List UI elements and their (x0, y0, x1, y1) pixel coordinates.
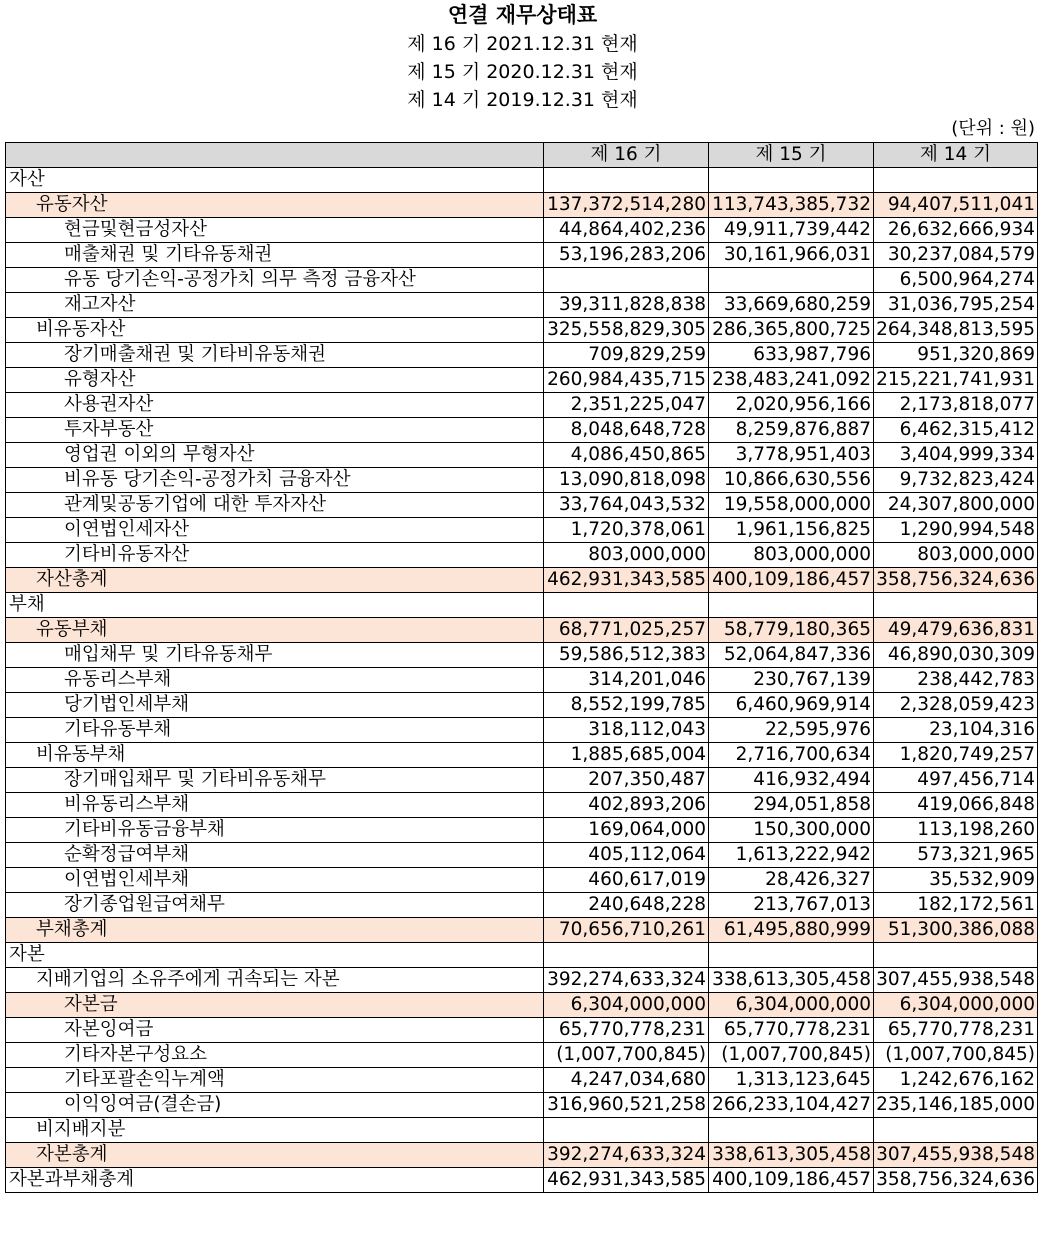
row-label: 자본총계 (6, 1143, 544, 1168)
row-value-16: 1,885,685,004 (544, 743, 709, 768)
row-value-16: 68,771,025,257 (544, 618, 709, 643)
row-value-14: 419,066,848 (874, 793, 1038, 818)
row-value-15: 33,669,680,259 (709, 293, 874, 318)
row-value-14: 1,242,676,162 (874, 1068, 1038, 1093)
row-value-15: 633,987,796 (709, 343, 874, 368)
row-value-15: 65,770,778,231 (709, 1018, 874, 1043)
row-value-14: 307,455,938,548 (874, 968, 1038, 993)
row-label: 자본금 (6, 993, 544, 1018)
row-value-16: 4,086,450,865 (544, 443, 709, 468)
table-row (6, 768, 1038, 793)
row-value-16: 8,048,648,728 (544, 418, 709, 443)
table-row (6, 743, 1038, 768)
row-label: 영업권 이외의 무형자산 (6, 443, 544, 468)
row-value-14: 65,770,778,231 (874, 1018, 1038, 1043)
table-row (6, 993, 1038, 1018)
table-row (6, 843, 1038, 868)
row-value-14: 803,000,000 (874, 543, 1038, 568)
table-row (6, 493, 1038, 518)
row-value-16: 44,864,402,236 (544, 218, 709, 243)
table-row (6, 368, 1038, 393)
row-value-16: 316,960,521,258 (544, 1093, 709, 1118)
period-line-15: 제 15 기 2020.12.31 현재 (407, 61, 638, 83)
row-value-14: 9,732,823,424 (874, 468, 1038, 493)
row-value-15: 1,613,222,942 (709, 843, 874, 868)
table-row (6, 718, 1038, 743)
row-value-16: 325,558,829,305 (544, 318, 709, 343)
row-value-15: 30,161,966,031 (709, 243, 874, 268)
table-row (6, 168, 1038, 193)
row-value-16 (544, 943, 709, 968)
row-value-14: 6,500,964,274 (874, 268, 1038, 293)
row-label: 투자부동산 (6, 418, 544, 443)
row-value-16: 53,196,283,206 (544, 243, 709, 268)
row-value-14: 23,104,316 (874, 718, 1038, 743)
balance-sheet-table (5, 142, 1038, 1193)
row-value-14: 2,328,059,423 (874, 693, 1038, 718)
table-row (6, 543, 1038, 568)
row-label: 이연법인세자산 (6, 518, 544, 543)
row-value-14: 94,407,511,041 (874, 193, 1038, 218)
row-label: 유동자산 (6, 193, 544, 218)
row-value-14: (1,007,700,845) (874, 1043, 1038, 1068)
row-value-16: 2,351,225,047 (544, 393, 709, 418)
table-row (6, 193, 1038, 218)
table-row (6, 868, 1038, 893)
row-value-14: 235,146,185,000 (874, 1093, 1038, 1118)
table-row (6, 668, 1038, 693)
row-value-16 (544, 268, 709, 293)
row-value-14: 35,532,909 (874, 868, 1038, 893)
row-value-16: 4,247,034,680 (544, 1068, 709, 1093)
row-value-14: 49,479,636,831 (874, 618, 1038, 643)
row-value-14: 215,221,741,931 (874, 368, 1038, 393)
row-value-15: 803,000,000 (709, 543, 874, 568)
row-label: 사용권자산 (6, 393, 544, 418)
row-value-16: 59,586,512,383 (544, 643, 709, 668)
table-body (6, 168, 1038, 1193)
table-row (6, 1068, 1038, 1093)
row-value-15: 6,304,000,000 (709, 993, 874, 1018)
row-value-15: 52,064,847,336 (709, 643, 874, 668)
row-value-15 (709, 168, 874, 193)
row-value-15: 2,020,956,166 (709, 393, 874, 418)
table-row (6, 268, 1038, 293)
row-value-14: 26,632,666,934 (874, 218, 1038, 243)
row-value-16: 402,893,206 (544, 793, 709, 818)
row-value-15: 400,109,186,457 (709, 568, 874, 593)
table-row (6, 918, 1038, 943)
report-title: 연결 재무상태표 (447, 3, 598, 27)
row-value-15: 294,051,858 (709, 793, 874, 818)
row-label: 재고자산 (6, 293, 544, 318)
row-label: 자본잉여금 (6, 1018, 544, 1043)
row-value-16: (1,007,700,845) (544, 1043, 709, 1068)
table-row (6, 318, 1038, 343)
table-row (6, 1143, 1038, 1168)
row-value-14: 1,820,749,257 (874, 743, 1038, 768)
row-value-14: 497,456,714 (874, 768, 1038, 793)
row-value-16: 803,000,000 (544, 543, 709, 568)
row-value-16: 169,064,000 (544, 818, 709, 843)
row-value-15: 49,911,739,442 (709, 218, 874, 243)
row-value-14 (874, 1118, 1038, 1143)
row-label: 순확정급여부채 (6, 843, 544, 868)
row-value-16: 13,090,818,098 (544, 468, 709, 493)
period-line-16: 제 16 기 2021.12.31 현재 (407, 33, 638, 55)
row-value-15 (709, 593, 874, 618)
row-value-15: 10,866,630,556 (709, 468, 874, 493)
row-value-14: 6,462,315,412 (874, 418, 1038, 443)
row-value-14: 951,320,869 (874, 343, 1038, 368)
table-row (6, 443, 1038, 468)
row-value-16: 462,931,343,585 (544, 568, 709, 593)
table-row (6, 1018, 1038, 1043)
table-row (6, 943, 1038, 968)
row-label: 이익잉여금(결손금) (6, 1093, 544, 1118)
row-value-15: 3,778,951,403 (709, 443, 874, 468)
row-value-16: 240,648,228 (544, 893, 709, 918)
row-value-15: 400,109,186,457 (709, 1168, 874, 1193)
row-value-16: 392,274,633,324 (544, 968, 709, 993)
row-value-15: (1,007,700,845) (709, 1043, 874, 1068)
row-value-16: 6,304,000,000 (544, 993, 709, 1018)
row-label: 장기종업원급여채무 (6, 893, 544, 918)
row-value-14: 2,173,818,077 (874, 393, 1038, 418)
table-row (6, 968, 1038, 993)
table-row (6, 243, 1038, 268)
row-value-15: 230,767,139 (709, 668, 874, 693)
row-label: 자본 (6, 943, 544, 968)
row-value-14: 24,307,800,000 (874, 493, 1038, 518)
row-value-16: 39,311,828,838 (544, 293, 709, 318)
row-label: 기타자본구성요소 (6, 1043, 544, 1068)
row-label: 이연법인세부채 (6, 868, 544, 893)
row-value-15: 238,483,241,092 (709, 368, 874, 393)
table-row (6, 793, 1038, 818)
table-row (6, 1093, 1038, 1118)
period-line-14: 제 14 기 2019.12.31 현재 (407, 89, 638, 111)
row-value-16: 70,656,710,261 (544, 918, 709, 943)
row-label: 부채 (6, 593, 544, 618)
row-value-14: 307,455,938,548 (874, 1143, 1038, 1168)
row-value-14: 30,237,084,579 (874, 243, 1038, 268)
row-value-15: 416,932,494 (709, 768, 874, 793)
row-value-14: 3,404,999,334 (874, 443, 1038, 468)
row-value-16: 8,552,199,785 (544, 693, 709, 718)
row-value-14: 238,442,783 (874, 668, 1038, 693)
row-label: 유동 당기손익-공정가치 의무 측정 금융자산 (6, 268, 544, 293)
row-value-15: 28,426,327 (709, 868, 874, 893)
table-row (6, 393, 1038, 418)
row-label: 유동리스부채 (6, 668, 544, 693)
row-label: 당기법인세부채 (6, 693, 544, 718)
row-value-16: 318,112,043 (544, 718, 709, 743)
row-label: 유형자산 (6, 368, 544, 393)
table-row (6, 293, 1038, 318)
row-value-14: 358,756,324,636 (874, 568, 1038, 593)
row-value-14 (874, 943, 1038, 968)
row-value-14: 358,756,324,636 (874, 1168, 1038, 1193)
table-header-row (6, 143, 1038, 168)
row-value-15 (709, 268, 874, 293)
row-value-15: 22,595,976 (709, 718, 874, 743)
table-row (6, 218, 1038, 243)
row-label: 비유동자산 (6, 318, 544, 343)
header-period-15: 제 15 기 (709, 143, 874, 168)
row-label: 장기매입채무 및 기타비유동채무 (6, 768, 544, 793)
row-value-14 (874, 593, 1038, 618)
row-value-16: 709,829,259 (544, 343, 709, 368)
row-label: 기타유동부채 (6, 718, 544, 743)
table-row (6, 468, 1038, 493)
row-value-15: 213,767,013 (709, 893, 874, 918)
row-value-15: 266,233,104,427 (709, 1093, 874, 1118)
report-header (0, 0, 1045, 114)
table-row (6, 693, 1038, 718)
row-value-14: 113,198,260 (874, 818, 1038, 843)
row-value-16: 1,720,378,061 (544, 518, 709, 543)
row-value-16: 260,984,435,715 (544, 368, 709, 393)
table-row (6, 643, 1038, 668)
row-value-14: 264,348,813,595 (874, 318, 1038, 343)
row-value-16 (544, 593, 709, 618)
row-value-14: 182,172,561 (874, 893, 1038, 918)
row-value-15: 8,259,876,887 (709, 418, 874, 443)
row-value-15: 19,558,000,000 (709, 493, 874, 518)
table-row (6, 518, 1038, 543)
row-value-15: 6,460,969,914 (709, 693, 874, 718)
row-value-15: 286,365,800,725 (709, 318, 874, 343)
row-label: 매입채무 및 기타유동채무 (6, 643, 544, 668)
row-value-15 (709, 943, 874, 968)
table-row (6, 1043, 1038, 1068)
table-row (6, 418, 1038, 443)
row-label: 자산총계 (6, 568, 544, 593)
row-value-16 (544, 168, 709, 193)
row-value-16: 392,274,633,324 (544, 1143, 709, 1168)
row-label: 지배기업의 소유주에게 귀속되는 자본 (6, 968, 544, 993)
row-value-15: 2,716,700,634 (709, 743, 874, 768)
row-value-15: 113,743,385,732 (709, 193, 874, 218)
header-period-14: 제 14 기 (874, 143, 1038, 168)
row-label: 장기매출채권 및 기타비유동채권 (6, 343, 544, 368)
unit-label: (단위 : 원) (951, 118, 1035, 139)
row-value-16: 462,931,343,585 (544, 1168, 709, 1193)
table-row (6, 568, 1038, 593)
row-value-16: 405,112,064 (544, 843, 709, 868)
row-value-16: 33,764,043,532 (544, 493, 709, 518)
row-value-14: 51,300,386,088 (874, 918, 1038, 943)
row-label: 기타비유동금융부채 (6, 818, 544, 843)
row-label: 자본과부채총계 (6, 1168, 544, 1193)
row-label: 자산 (6, 168, 544, 193)
row-value-15: 58,779,180,365 (709, 618, 874, 643)
table-row (6, 618, 1038, 643)
row-value-16: 314,201,046 (544, 668, 709, 693)
row-value-14: 1,290,994,548 (874, 518, 1038, 543)
row-value-16 (544, 1118, 709, 1143)
row-label: 비유동리스부채 (6, 793, 544, 818)
table-row (6, 1118, 1038, 1143)
table-row (6, 593, 1038, 618)
row-value-16: 460,617,019 (544, 868, 709, 893)
header-period-16: 제 16 기 (544, 143, 709, 168)
row-value-14: 573,321,965 (874, 843, 1038, 868)
row-value-16: 65,770,778,231 (544, 1018, 709, 1043)
row-value-14 (874, 168, 1038, 193)
row-value-14: 31,036,795,254 (874, 293, 1038, 318)
row-label: 비유동 당기손익-공정가치 금융자산 (6, 468, 544, 493)
row-label: 비지배지분 (6, 1118, 544, 1143)
row-value-15: 338,613,305,458 (709, 968, 874, 993)
row-label: 매출채권 및 기타유동채권 (6, 243, 544, 268)
table-row (6, 818, 1038, 843)
row-value-15 (709, 1118, 874, 1143)
table-row (6, 1168, 1038, 1193)
row-value-16: 207,350,487 (544, 768, 709, 793)
row-value-15: 1,961,156,825 (709, 518, 874, 543)
row-value-15: 150,300,000 (709, 818, 874, 843)
row-value-14: 46,890,030,309 (874, 643, 1038, 668)
header-label-cell (6, 143, 544, 168)
row-label: 기타포괄손익누계액 (6, 1068, 544, 1093)
row-label: 현금및현금성자산 (6, 218, 544, 243)
row-label: 관계및공동기업에 대한 투자자산 (6, 493, 544, 518)
row-value-15: 338,613,305,458 (709, 1143, 874, 1168)
row-value-16: 137,372,514,280 (544, 193, 709, 218)
row-label: 유동부채 (6, 618, 544, 643)
row-label: 기타비유동자산 (6, 543, 544, 568)
table-row (6, 893, 1038, 918)
row-value-14: 6,304,000,000 (874, 993, 1038, 1018)
row-value-15: 1,313,123,645 (709, 1068, 874, 1093)
row-value-15: 61,495,880,999 (709, 918, 874, 943)
table-row (6, 343, 1038, 368)
row-label: 비유동부채 (6, 743, 544, 768)
row-label: 부채총계 (6, 918, 544, 943)
